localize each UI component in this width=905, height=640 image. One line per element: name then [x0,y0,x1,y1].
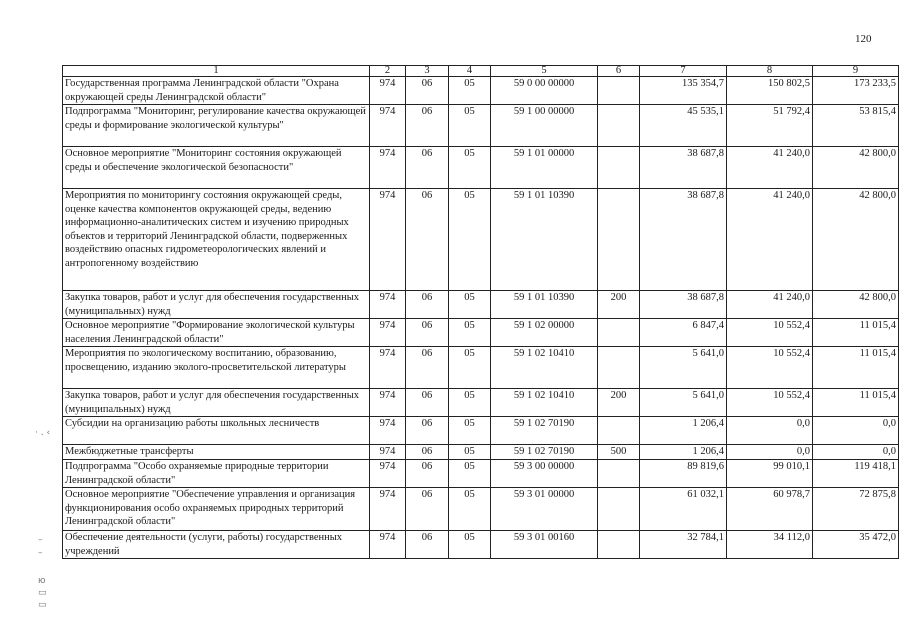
amount-cell: 61 032,1 [640,488,727,531]
table-row [63,460,899,488]
amount-cell: 42 800,0 [813,147,899,189]
amount-cell: 35 472,0 [813,531,899,559]
amount-cell: 10 552,4 [727,389,813,417]
section-code-cell: 06 [406,531,449,559]
target-article-cell: 59 1 02 00000 [491,319,598,347]
scan-artifact-mark: ▭ [38,600,47,610]
amount-cell: 1 206,4 [640,417,727,445]
amount-cell: 135 354,7 [640,77,727,105]
section-code-cell: 06 [406,488,449,531]
section-code-cell: 06 [406,389,449,417]
ministry-code-cell: 974 [370,389,406,417]
amount-cell: 38 687,8 [640,189,727,291]
amount-cell: 0,0 [727,417,813,445]
section-code-cell: 06 [406,77,449,105]
amount-cell: 11 015,4 [813,319,899,347]
ministry-code-cell: 974 [370,77,406,105]
amount-cell: 99 010,1 [727,460,813,488]
table-row [63,445,899,460]
column-header: 3 [406,66,449,77]
target-article-cell: 59 3 01 00160 [491,531,598,559]
amount-cell: 45 535,1 [640,105,727,147]
item-name-cell: Обеспечение деятельности (услуги, работы) государственных учреждений [63,531,370,559]
column-header: 8 [727,66,813,77]
column-header: 4 [449,66,491,77]
subsection-code-cell: 05 [449,77,491,105]
amount-cell: 34 112,0 [727,531,813,559]
expense-type-cell: 200 [598,389,640,417]
table-row [63,531,899,559]
amount-cell: 38 687,8 [640,147,727,189]
amount-cell: 41 240,0 [727,291,813,319]
expense-type-cell [598,460,640,488]
amount-cell: 41 240,0 [727,189,813,291]
expense-type-cell: 500 [598,445,640,460]
amount-cell: 72 875,8 [813,488,899,531]
column-header: 5 [491,66,598,77]
amount-cell: 0,0 [727,445,813,460]
table-row [63,319,899,347]
ministry-code-cell: 974 [370,460,406,488]
item-name-cell: Подпрограмма "Особо охраняемые природные территории Ленинградской области" [63,460,370,488]
item-name-cell: Основное мероприятие "Формирование экологической культуры населения Ленинградской области" [63,319,370,347]
item-name-cell: Основное мероприятие "Мониторинг состояния окружающей среды и обеспечение экологической безопасности" [63,147,370,189]
expense-type-cell [598,417,640,445]
scan-artifact-mark: · . ‹ [35,428,51,438]
subsection-code-cell: 05 [449,488,491,531]
subsection-code-cell: 05 [449,291,491,319]
target-article-cell: 59 1 01 00000 [491,147,598,189]
table-row [63,417,899,445]
target-article-cell: 59 1 00 00000 [491,105,598,147]
subsection-code-cell: 05 [449,189,491,291]
target-article-cell: 59 1 01 10390 [491,189,598,291]
ministry-code-cell: 974 [370,319,406,347]
table-row [63,347,899,389]
item-name-cell: Закупка товаров, работ и услуг для обеспечения государственных (муниципальных) нужд [63,389,370,417]
expense-type-cell [598,488,640,531]
page-number: 120 [855,33,872,45]
table-row [63,488,899,531]
section-code-cell: 06 [406,460,449,488]
section-code-cell: 06 [406,347,449,389]
amount-cell: 5 641,0 [640,347,727,389]
subsection-code-cell: 05 [449,389,491,417]
scan-artifact-mark: – [38,535,43,545]
item-name-cell: Мероприятия по мониторингу состояния окружающей среды, оценке качества компонентов окружающей среды, ведению информационно-аналитических систем и изучению природных объектов и территорий Ленинградской области, подверженных воздействию опасных гидрометеорологических явлений и антропогенному воздействию [63,189,370,291]
subsection-code-cell: 05 [449,319,491,347]
expense-type-cell [598,147,640,189]
subsection-code-cell: 05 [449,347,491,389]
column-header: 6 [598,66,640,77]
table-row [63,189,899,291]
table-row [63,147,899,189]
amount-cell: 42 800,0 [813,291,899,319]
target-article-cell: 59 1 02 70190 [491,445,598,460]
expense-type-cell: 200 [598,291,640,319]
table-row [63,291,899,319]
amount-cell: 89 819,6 [640,460,727,488]
scan-artifact-mark: ▭ [38,588,47,598]
amount-cell: 32 784,1 [640,531,727,559]
scan-artifact-mark: ю [38,576,46,586]
ministry-code-cell: 974 [370,147,406,189]
scan-artifact-mark: – [38,548,43,558]
column-header: 2 [370,66,406,77]
subsection-code-cell: 05 [449,147,491,189]
subsection-code-cell: 05 [449,417,491,445]
table-row [63,105,899,147]
budget-table [62,65,899,559]
ministry-code-cell: 974 [370,291,406,319]
expense-type-cell [598,189,640,291]
ministry-code-cell: 974 [370,347,406,389]
expense-type-cell [598,77,640,105]
expense-type-cell [598,319,640,347]
amount-cell: 1 206,4 [640,445,727,460]
amount-cell: 41 240,0 [727,147,813,189]
ministry-code-cell: 974 [370,488,406,531]
amount-cell: 60 978,7 [727,488,813,531]
expense-type-cell [598,105,640,147]
amount-cell: 42 800,0 [813,189,899,291]
subsection-code-cell: 05 [449,460,491,488]
item-name-cell: Государственная программа Ленинградской области "Охрана окружающей среды Ленинградской области" [63,77,370,105]
amount-cell: 10 552,4 [727,347,813,389]
amount-cell: 38 687,8 [640,291,727,319]
expense-type-cell [598,347,640,389]
section-code-cell: 06 [406,147,449,189]
subsection-code-cell: 05 [449,105,491,147]
amount-cell: 53 815,4 [813,105,899,147]
target-article-cell: 59 3 00 00000 [491,460,598,488]
section-code-cell: 06 [406,445,449,460]
amount-cell: 6 847,4 [640,319,727,347]
section-code-cell: 06 [406,417,449,445]
target-article-cell: 59 1 02 70190 [491,417,598,445]
ministry-code-cell: 974 [370,105,406,147]
table-row [63,389,899,417]
target-article-cell: 59 1 01 10390 [491,291,598,319]
amount-cell: 11 015,4 [813,389,899,417]
amount-cell: 0,0 [813,445,899,460]
table-row [63,77,899,105]
target-article-cell: 59 0 00 00000 [491,77,598,105]
section-code-cell: 06 [406,189,449,291]
column-header: 1 [63,66,370,77]
amount-cell: 11 015,4 [813,347,899,389]
amount-cell: 0,0 [813,417,899,445]
ministry-code-cell: 974 [370,445,406,460]
item-name-cell: Межбюджетные трансферты [63,445,370,460]
amount-cell: 5 641,0 [640,389,727,417]
expense-type-cell [598,531,640,559]
amount-cell: 119 418,1 [813,460,899,488]
section-code-cell: 06 [406,319,449,347]
item-name-cell: Закупка товаров, работ и услуг для обеспечения государственных (муниципальных) нужд [63,291,370,319]
item-name-cell: Подпрограмма "Мониторинг, регулирование качества окружающей среды и формирование экологической культуры" [63,105,370,147]
amount-cell: 10 552,4 [727,319,813,347]
target-article-cell: 59 1 02 10410 [491,389,598,417]
table-header-row [63,66,899,77]
column-header: 9 [813,66,899,77]
amount-cell: 150 802,5 [727,77,813,105]
column-header: 7 [640,66,727,77]
ministry-code-cell: 974 [370,189,406,291]
subsection-code-cell: 05 [449,531,491,559]
item-name-cell: Субсидии на организацию работы школьных лесничеств [63,417,370,445]
item-name-cell: Основное мероприятие "Обеспечение управления и организация функционирования особо охраняемых природных территорий Ленинградской области" [63,488,370,531]
item-name-cell: Мероприятия по экологическому воспитанию, образованию, просвещению, изданию эколого-просветительской литературы [63,347,370,389]
section-code-cell: 06 [406,105,449,147]
ministry-code-cell: 974 [370,531,406,559]
section-code-cell: 06 [406,291,449,319]
target-article-cell: 59 3 01 00000 [491,488,598,531]
ministry-code-cell: 974 [370,417,406,445]
amount-cell: 51 792,4 [727,105,813,147]
amount-cell: 173 233,5 [813,77,899,105]
target-article-cell: 59 1 02 10410 [491,347,598,389]
subsection-code-cell: 05 [449,445,491,460]
